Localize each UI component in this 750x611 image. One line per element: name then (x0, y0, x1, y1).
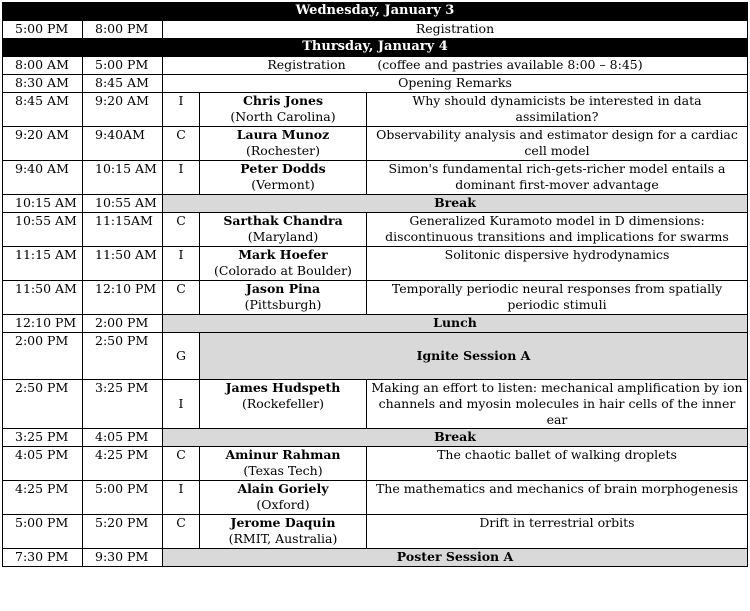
schedule-table (2, 2, 748, 567)
start-time: 8:00 AM (3, 57, 83, 75)
event-text: Registration (163, 21, 748, 39)
talk-title: Simon's fundamental rich-gets-richer model entails a dominant first-mover advantage (367, 161, 748, 195)
start-time: 2:00 PM (3, 333, 83, 380)
speaker-affiliation: (Vermont) (251, 177, 315, 192)
start-time: 9:20 AM (3, 127, 83, 161)
speaker-affiliation: (Maryland) (247, 229, 319, 244)
start-time: 8:45 AM (3, 93, 83, 127)
end-time: 9:20 AM (83, 93, 163, 127)
talk-title: The chaotic ballet of walking droplets (367, 447, 748, 481)
speaker-name: Sarthak Chandra (223, 213, 343, 228)
speaker-affiliation: (Rochester) (246, 143, 320, 158)
talk-row (3, 481, 748, 515)
break-label: Break (163, 429, 748, 447)
end-time: 12:10 PM (83, 281, 163, 315)
speaker-affiliation: (Pittsburgh) (244, 297, 322, 312)
speaker (200, 247, 367, 281)
day-header-wednesday (3, 3, 748, 21)
end-time: 8:45 AM (83, 75, 163, 93)
speaker-affiliation: (RMIT, Australia) (228, 531, 338, 546)
start-time: 11:50 AM (3, 281, 83, 315)
talk-title: Drift in terrestrial orbits (367, 515, 748, 549)
speaker-name: Jason Pina (245, 281, 321, 296)
break-label: Break (163, 195, 748, 213)
speaker (200, 93, 367, 127)
speaker (200, 447, 367, 481)
talk-title: Temporally periodic neural responses from spatially periodic stimuli (367, 281, 748, 315)
start-time: 3:25 PM (3, 429, 83, 447)
session-row (3, 333, 748, 380)
day-title: Wednesday, January 3 (3, 3, 748, 21)
end-time: 11:50 AM (83, 247, 163, 281)
start-time: 10:15 AM (3, 195, 83, 213)
end-time: 3:25 PM (83, 380, 163, 429)
talk-row (3, 161, 748, 195)
start-time: 5:00 PM (3, 21, 83, 39)
schedule-row (3, 57, 748, 75)
speaker (200, 281, 367, 315)
speaker-name: Chris Jones (242, 93, 324, 108)
talk-type: C (163, 213, 200, 247)
start-time: 9:40 AM (3, 161, 83, 195)
speaker (200, 127, 367, 161)
talk-title: Generalized Kuramoto model in D dimensions: discontinuous transitions and implications for swarms (367, 213, 748, 247)
talk-type: C (163, 515, 200, 549)
speaker-affiliation: (Oxford) (256, 497, 310, 512)
break-row (3, 429, 748, 447)
speaker (200, 515, 367, 549)
start-time: 2:50 PM (3, 380, 83, 429)
talk-title: Solitonic dispersive hydrodynamics (367, 247, 748, 281)
talk-row (3, 281, 748, 315)
start-time: 11:15 AM (3, 247, 83, 281)
talk-row (3, 515, 748, 549)
break-label: Lunch (163, 315, 748, 333)
speaker-affiliation: (North Carolina) (230, 109, 336, 124)
talk-type: I (163, 247, 200, 281)
start-time: 12:10 PM (3, 315, 83, 333)
talk-title: The mathematics and mechanics of brain morphogenesis (367, 481, 748, 515)
talk-type: I (163, 161, 200, 195)
talk-type: C (163, 127, 200, 161)
speaker (200, 213, 367, 247)
speaker-name: James Hudspeth (225, 380, 341, 395)
end-time: 5:00 PM (83, 57, 163, 75)
start-time: 8:30 AM (3, 75, 83, 93)
talk-row (3, 93, 748, 127)
event-text: Registration (coffee and pastries available 8:00 – 8:45) (163, 57, 748, 75)
talk-type: I (163, 481, 200, 515)
speaker-affiliation: (Texas Tech) (243, 463, 323, 478)
speaker-name: Peter Dodds (240, 161, 326, 176)
speaker (200, 380, 367, 429)
speaker-affiliation: (Colorado at Boulder) (214, 263, 352, 278)
speaker-name: Alain Goriely (237, 481, 329, 496)
end-time: 2:00 PM (83, 315, 163, 333)
end-time: 5:20 PM (83, 515, 163, 549)
speaker-affiliation: (Rockefeller) (241, 396, 325, 411)
talk-title: Making an effort to listen: mechanical amplification by ion channels and myosin molecules in hair cells of the inner ear (367, 380, 748, 429)
talk-type: I (163, 380, 200, 429)
talk-row (3, 247, 748, 281)
end-time: 11:15AM (83, 213, 163, 247)
talk-row (3, 447, 748, 481)
speaker-name: Jerome Daquin (230, 515, 336, 530)
end-time: 10:55 AM (83, 195, 163, 213)
start-time: 4:05 PM (3, 447, 83, 481)
end-time: 10:15 AM (83, 161, 163, 195)
end-time: 4:05 PM (83, 429, 163, 447)
session-label: Poster Session A (163, 549, 748, 567)
break-row (3, 315, 748, 333)
talk-type: C (163, 281, 200, 315)
break-row (3, 549, 748, 567)
start-time: 10:55 AM (3, 213, 83, 247)
start-time: 7:30 PM (3, 549, 83, 567)
talk-row (3, 380, 748, 429)
talk-title: Observability analysis and estimator design for a cardiac cell model (367, 127, 748, 161)
talk-row (3, 127, 748, 161)
talk-type: G (163, 333, 200, 380)
talk-title: Why should dynamicists be interested in data assimilation? (367, 93, 748, 127)
schedule-row (3, 21, 748, 39)
speaker (200, 161, 367, 195)
day-header-thursday (3, 39, 748, 57)
session-label: Ignite Session A (200, 333, 748, 380)
end-time: 2:50 PM (83, 333, 163, 380)
speaker (200, 481, 367, 515)
end-time: 4:25 PM (83, 447, 163, 481)
talk-type: C (163, 447, 200, 481)
speaker-name: Aminur Rahman (225, 447, 341, 462)
start-time: 4:25 PM (3, 481, 83, 515)
start-time: 5:00 PM (3, 515, 83, 549)
event-text: Opening Remarks (163, 75, 748, 93)
schedule-row (3, 75, 748, 93)
end-time: 9:40AM (83, 127, 163, 161)
break-row (3, 195, 748, 213)
speaker-name: Mark Hoefer (238, 247, 328, 262)
end-time: 8:00 PM (83, 21, 163, 39)
end-time: 9:30 PM (83, 549, 163, 567)
day-title: Thursday, January 4 (3, 39, 748, 57)
speaker-name: Laura Munoz (236, 127, 330, 142)
talk-type: I (163, 93, 200, 127)
end-time: 5:00 PM (83, 481, 163, 515)
talk-row (3, 213, 748, 247)
